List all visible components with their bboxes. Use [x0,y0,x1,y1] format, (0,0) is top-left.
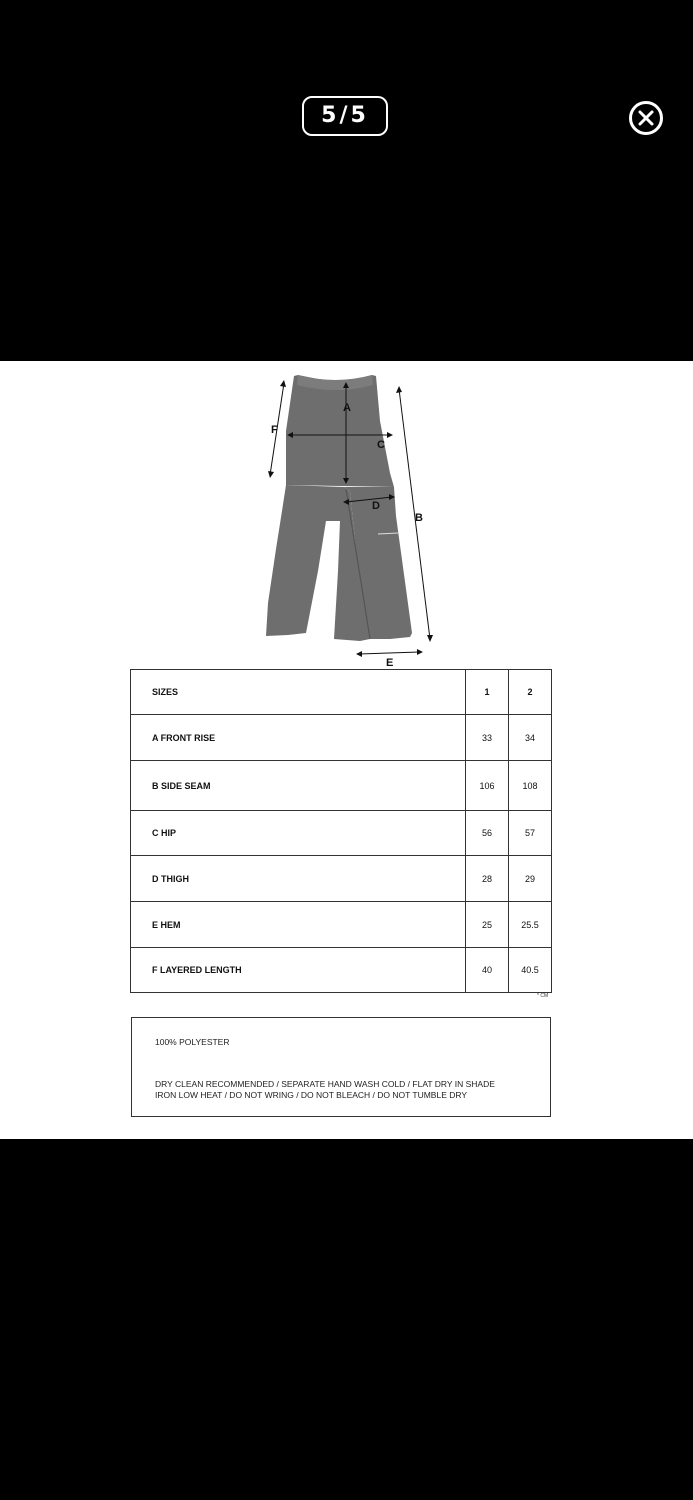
dim-label-f: F [271,424,278,436]
row-value-size-1: 33 [466,715,509,761]
size-header-1: 1 [466,670,509,715]
garment-measurement-diagram [260,371,440,669]
material-text: 100% POLYESTER [155,1037,230,1047]
row-label: F LAYERED LENGTH [131,948,466,993]
care-line-2: IRON LOW HEAT / DO NOT WRING / DO NOT BLEACH / DO NOT TUMBLE DRY [155,1090,468,1100]
row-value-size-1: 40 [466,948,509,993]
close-circle-icon [628,100,664,136]
dim-label-e: E [386,657,394,669]
table-row [131,715,552,761]
table-header-row [131,670,552,715]
size-table [130,669,552,993]
dim-label-b: B [415,512,423,524]
row-value-size-2: 40.5 [509,948,552,993]
size-header-2: 2 [509,670,552,715]
dim-label-c: C [377,439,385,451]
row-value-size-2: 25.5 [509,902,552,948]
row-value-size-2: 29 [509,856,552,902]
sizes-header: SIZES [131,670,466,715]
table-row [131,948,552,993]
care-line-1: DRY CLEAN RECOMMENDED / SEPARATE HAND WASH COLD / FLAT DRY IN SHADE [155,1079,495,1089]
row-label: B SIDE SEAM [131,761,466,811]
size-guide-image [0,361,693,1139]
image-counter: 5/5 [302,96,388,136]
close-button[interactable] [628,100,664,136]
unit-note: * CM [537,993,549,999]
skirt-layer [286,375,394,487]
row-value-size-2: 34 [509,715,552,761]
table-row [131,761,552,811]
row-label: D THIGH [131,856,466,902]
table-row [131,902,552,948]
dim-label-a: A [343,402,351,414]
dim-label-d: D [372,500,380,512]
row-value-size-1: 56 [466,811,509,856]
row-value-size-1: 28 [466,856,509,902]
table-row [131,811,552,856]
table-row [131,856,552,902]
row-label: C HIP [131,811,466,856]
row-label: E HEM [131,902,466,948]
care-instructions-box [131,1017,551,1117]
row-value-size-2: 108 [509,761,552,811]
row-label: A FRONT RISE [131,715,466,761]
row-value-size-1: 106 [466,761,509,811]
row-value-size-2: 57 [509,811,552,856]
row-value-size-1: 25 [466,902,509,948]
